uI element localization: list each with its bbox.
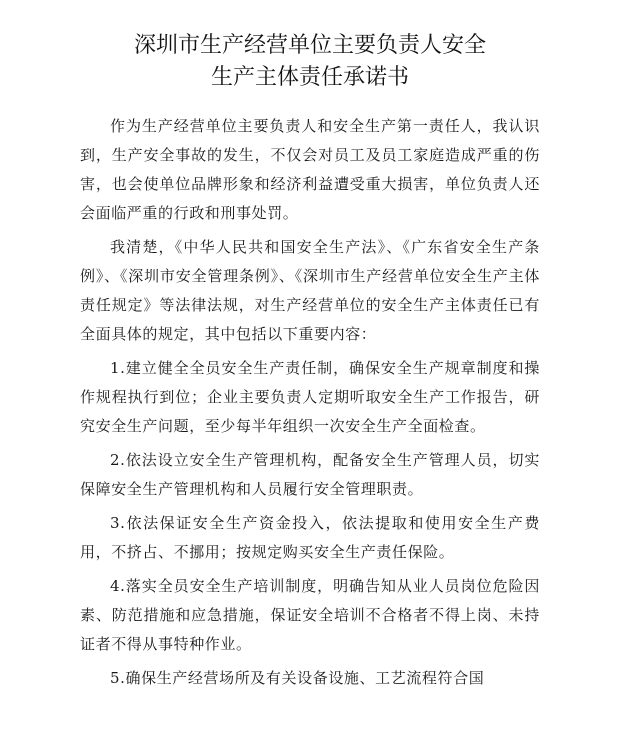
title-line-1: 深圳市生产经营单位主要负责人安全: [133, 33, 486, 58]
paragraph-item-5: 5.确保生产经营场所及有关设备设施、工艺流程符合国: [110, 669, 485, 687]
paragraph-item-2: 2.依法设立安全生产管理机构，配备安全生产管理人员，切实保障安全生产管理机构和人员履行安全管理职责。: [80, 451, 540, 498]
paragraph-item-4: 4.落实全员安全生产培训制度，明确告知从业人员岗位危险因素、防范措施和应急措施，保证安全培训不合格者不得上岗、未持证者不得从事特种作业。: [80, 577, 540, 653]
paragraph-intro: 作为生产经营单位主要负责人和安全生产第一责任人，我认识到，生产安全事故的发生，不仅会对员工及员工家庭造成严重的伤害，也会使单位品牌形象和经济利益遭受重大损害，单位负责人还会面临严重的行政和刑事处罚。: [80, 117, 540, 222]
paragraph-item-3: 3.依法保证安全生产资金投入，依法提取和使用安全生产费用，不挤占、不挪用；按规定购买安全生产责任保险。: [80, 514, 540, 561]
paragraph-item-1: 1.建立健全全员安全生产责任制，确保安全生产规章制度和操作规程执行到位；企业主要负责人定期听取安全生产工作报告，研究安全生产问题，至少每半年组织一次安全生产全面检查。: [80, 359, 540, 435]
title-line-2: 生产主体责任承诺书: [210, 65, 409, 90]
document-title: [0, 30, 620, 94]
paragraph-laws: 我清楚，《中华人民共和国安全生产法》、《广东省安全生产条例》、《深圳市安全管理条例》、《深圳市生产经营单位安全生产主体责任规定》等法律法规，对生产经营单位的安全生产主体责任已有全面具体的规定，其中包括以下重要内容：: [80, 238, 540, 343]
document-body: [80, 112, 540, 698]
